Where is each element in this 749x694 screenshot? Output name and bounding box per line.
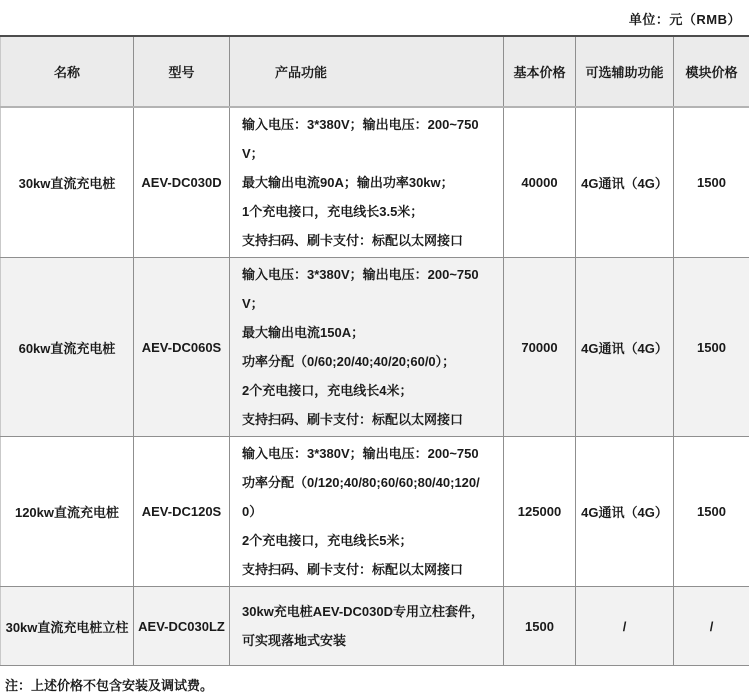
- base-price-cell: 70000: [504, 258, 576, 437]
- unit-label: 单位：元（RMB）: [0, 0, 749, 35]
- feature-line: 2个充电接口，充电线长4米；: [242, 376, 493, 405]
- column-header-features: 产品功能: [230, 36, 504, 107]
- module-price-cell: /: [674, 587, 749, 666]
- features-cell: [230, 107, 504, 258]
- optional-function-cell: 4G通讯（4G）: [576, 437, 674, 587]
- header-row: [1, 36, 749, 107]
- base-price-cell: 125000: [504, 437, 576, 587]
- feature-line: 最大输出电流90A；输出功率30kw；: [242, 168, 493, 197]
- features-cell: [230, 437, 504, 587]
- footnote: 注：上述价格不包含安装及调试费。: [0, 666, 749, 694]
- product-name-cell: 60kw直流充电桩: [1, 258, 134, 437]
- feature-line: 最大输出电流150A；: [242, 318, 493, 347]
- product-name-cell: 30kw直流充电桩立柱: [1, 587, 134, 666]
- optional-function-cell: 4G通讯（4G）: [576, 258, 674, 437]
- feature-line: 输入电压：3*380V；输出电压：200~750V；: [242, 110, 493, 168]
- column-header-model: 型号: [134, 36, 230, 107]
- table-row-30kw: [1, 107, 749, 258]
- feature-line: 支持扫码、刷卡支付：标配以太网接口: [242, 226, 493, 255]
- feature-line: 1个充电接口，充电线长3.5米；: [242, 197, 493, 226]
- base-price-cell: 1500: [504, 587, 576, 666]
- feature-line: 功率分配（0/60;20/40;40/20;60/0）；: [242, 347, 493, 376]
- module-price-cell: 1500: [674, 258, 749, 437]
- table-row-pillar: [1, 587, 749, 666]
- table-row-60kw: [1, 258, 749, 437]
- module-price-cell: 1500: [674, 107, 749, 258]
- feature-line: 30kw充电桩AEV-DC030D专用立柱套件，可实现落地式安装: [242, 597, 493, 655]
- optional-function-cell: /: [576, 587, 674, 666]
- features-cell: [230, 587, 504, 666]
- product-name-cell: 30kw直流充电桩: [1, 107, 134, 258]
- base-price-cell: 40000: [504, 107, 576, 258]
- model-cell: AEV-DC120S: [134, 437, 230, 587]
- features-cell: [230, 258, 504, 437]
- feature-line: 功率分配（0/120;40/80;60/60;80/40;120/0）: [242, 468, 493, 526]
- model-cell: AEV-DC030D: [134, 107, 230, 258]
- feature-line: 支持扫码、刷卡支付：标配以太网接口: [242, 555, 493, 584]
- price-table: [0, 35, 749, 666]
- feature-line: 输入电压：3*380V；输出电压：200~750: [242, 439, 493, 468]
- column-header-optional-function: 可选辅助功能: [576, 36, 674, 107]
- feature-line: 支持扫码、刷卡支付：标配以太网接口: [242, 405, 493, 434]
- model-cell: AEV-DC030LZ: [134, 587, 230, 666]
- module-price-cell: 1500: [674, 437, 749, 587]
- feature-line: 输入电压：3*380V；输出电压：200~750V；: [242, 260, 493, 318]
- feature-line: 2个充电接口，充电线长5米；: [242, 526, 493, 555]
- column-header-module-price: 模块价格: [674, 36, 749, 107]
- model-cell: AEV-DC060S: [134, 258, 230, 437]
- column-header-base-price: 基本价格: [504, 36, 576, 107]
- column-header-name: 名称: [1, 36, 134, 107]
- table-row-120kw: [1, 437, 749, 587]
- product-name-cell: 120kw直流充电桩: [1, 437, 134, 587]
- optional-function-cell: 4G通讯（4G）: [576, 107, 674, 258]
